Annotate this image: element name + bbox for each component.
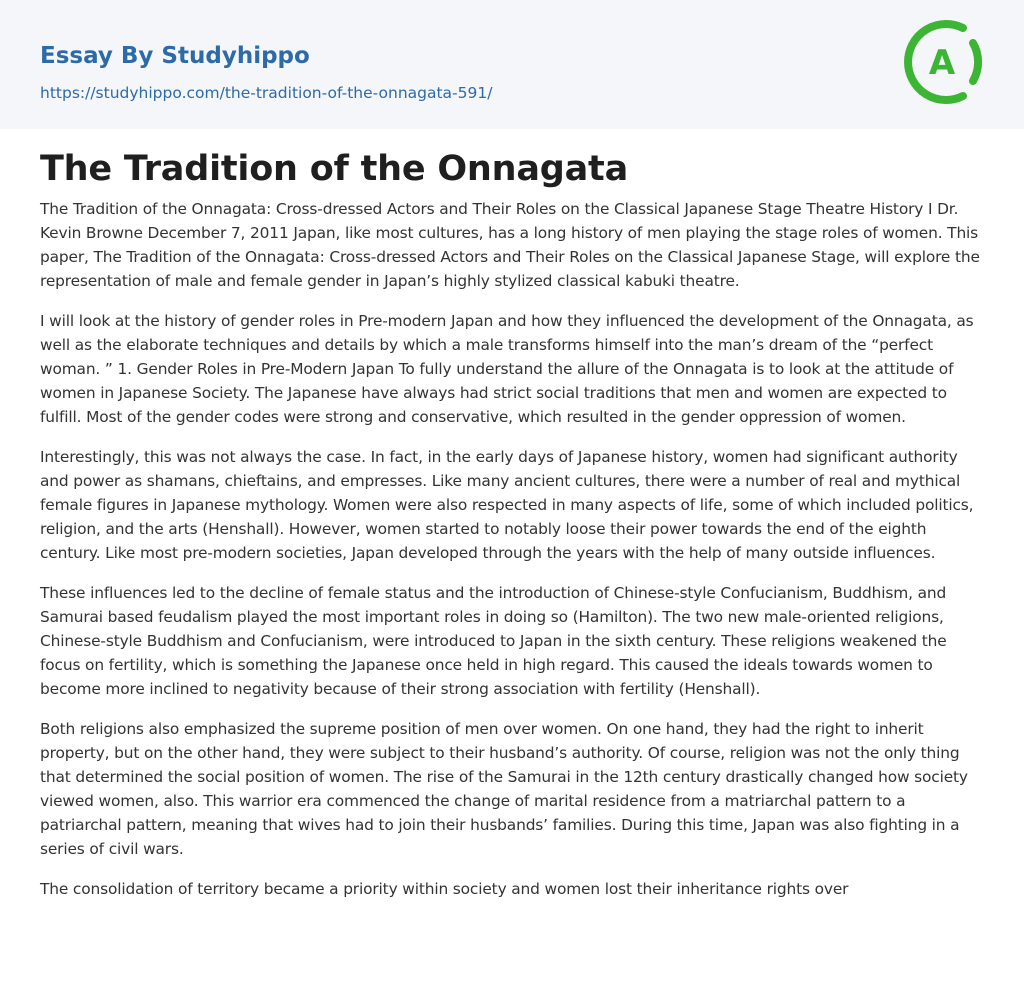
article-body (0, 149, 1024, 901)
brand-title[interactable]: Essay By Studyhippo (40, 43, 310, 69)
logo-letter: A (928, 43, 956, 83)
site-header (0, 0, 1024, 129)
studyhippo-logo-icon[interactable] (899, 19, 985, 105)
article-paragraph: These influences led to the decline of female status and the introduction of Chinese-style Confucianism, Buddhism, and Samurai based feudalism played the most important roles in doing so (Hamilton). The two new male-oriented religions, Chinese-style Buddhism and Confucianism, were introduced to Japan in the sixth century. These religions weakened the focus on fertility, which is something the Japanese once held in high regard. This caused the ideals towards women to become more inclined to negativity because of their strong association with fertility (Henshall). (40, 584, 947, 698)
article-paragraph: Both religions also emphasized the supreme position of men over women. On one hand, they had the right to inherit property, but on the other hand, they were subject to their husband’s authority. Of course, religion was not the only thing that determined the social position of women. The rise of the Samurai in the 12th century drastically changed how society viewed women, also. This warrior era commenced the change of marital residence from a matriarchal pattern to a patriarchal pattern, meaning that wives had to join their husbands’ families. During this time, Japan was also fighting in a series of civil wars. (40, 720, 968, 858)
essay-url-link[interactable]: https://studyhippo.com/the-tradition-of-the-onnagata-591/ (40, 84, 493, 102)
article-paragraph: Interestingly, this was not always the case. In fact, in the early days of Japanese history, women had significant authority and power as shamans, chieftains, and empresses. Like many ancient cultures, there were a number of real and mythical female figures in Japanese mythology. Women were also respected in many aspects of life, some of which included politics, religion, and the arts (Henshall). However, women started to notably loose their power towards the end of the eighth century. Like most pre-modern societies, Japan developed through the years with the help of many outside influences. (40, 448, 974, 562)
article-title: The Tradition of the Onnagata (40, 149, 629, 189)
article-paragraph: The Tradition of the Onnagata: Cross-dressed Actors and Their Roles on the Classical Japanese Stage Theatre History I Dr. Kevin Browne December 7, 2011 Japan, like most cultures, has a long history of men playing the stage roles of women. This paper, The Tradition of the Onnagata: Cross-dressed Actors and Their Roles on the Classical Japanese Stage, will explore the representation of male and female gender in Japan’s highly stylized classical kabuki theatre. (40, 200, 980, 290)
article-paragraph: The consolidation of territory became a priority within society and women lost their inheritance rights over (40, 880, 849, 898)
article-paragraph: I will look at the history of gender roles in Pre-modern Japan and how they influenced the development of the Onnagata, as well as the elaborate techniques and details by which a male transforms himself into the man’s dream of the “perfect woman. ” 1. Gender Roles in Pre-Modern Japan To fully understand the allure of the Onnagata is to look at the attitude of women in Japanese Society. The Japanese have always had strict social traditions that men and women are expected to fulfill. Most of the gender codes were strong and conservative, which resulted in the gender oppression of women. (40, 312, 974, 426)
